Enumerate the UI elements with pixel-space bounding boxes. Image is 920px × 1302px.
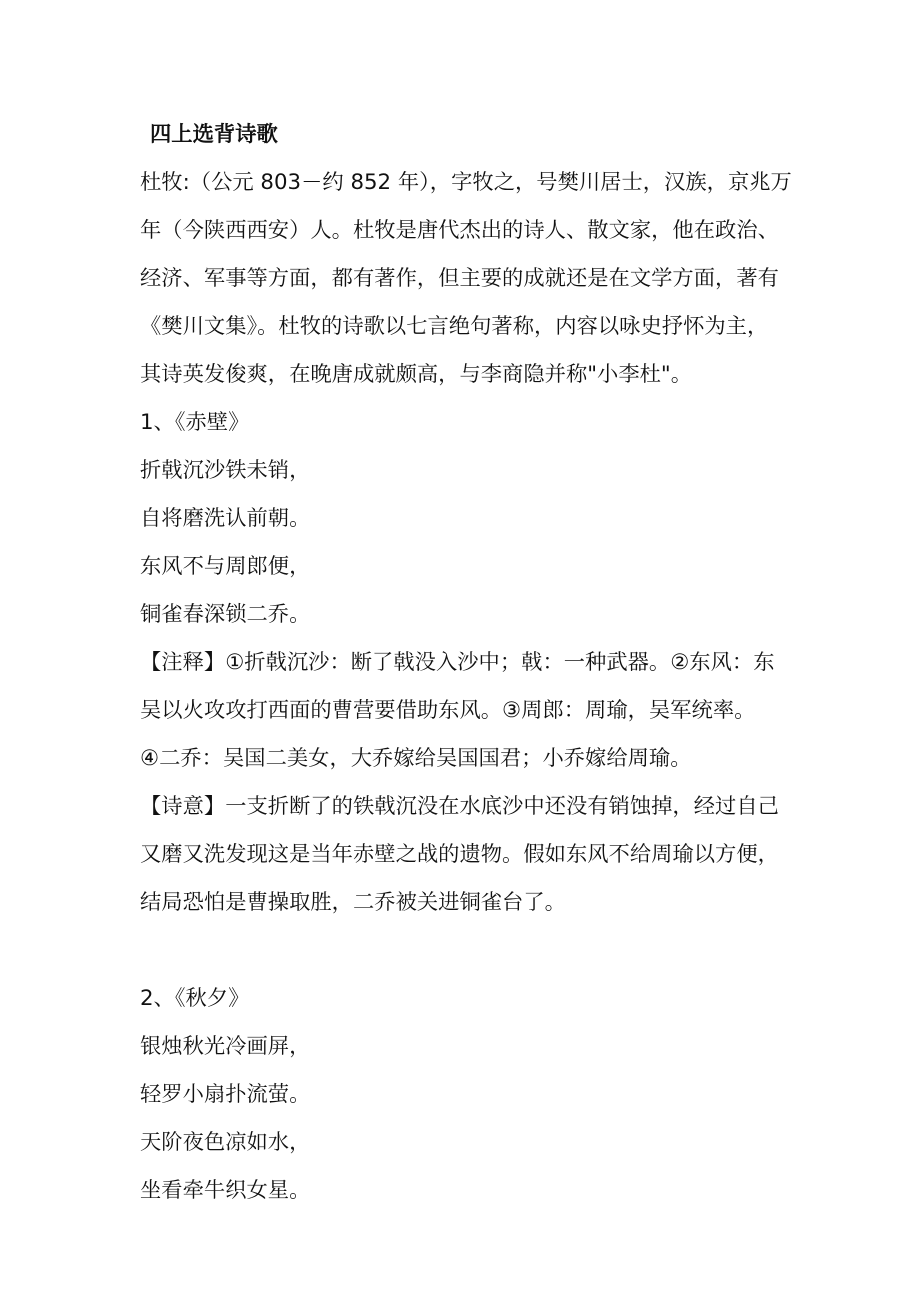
notes-line: 吴以火攻攻打西面的曹营要借助东风。③周郎：周瑜，吴军统率。: [140, 698, 756, 723]
poem-line: 自将磨洗认前朝。: [140, 506, 311, 531]
poem-heading: 2、《秋夕》: [140, 986, 250, 1011]
poem-heading: 1、《赤壁》: [140, 410, 250, 435]
intro-line: 其诗英发俊爽，在晚唐成就颇高，与李商隐并称"小李杜"。: [140, 362, 693, 387]
notes-line: 【注释】①折戟沉沙：断了戟没入沙中；戟：一种武器。②东风：东: [140, 650, 775, 675]
intro-line: 年（今陕西西安）人。杜牧是唐代杰出的诗人、散文家，他在政治、: [140, 218, 779, 243]
poem-qiuxi: [140, 975, 800, 1215]
notes-line: ④二乔：吴国二美女，大乔嫁给吴国国君；小乔嫁给周瑜。: [140, 746, 692, 771]
meaning-line: 又磨又洗发现这是当年赤壁之战的遗物。假如东风不给周瑜以方便，: [140, 842, 779, 867]
document-page: [140, 111, 800, 1215]
author-intro: [140, 159, 800, 399]
poem-line: 银烛秋光冷画屏，: [140, 1034, 311, 1059]
poem-line: 折戟沉沙铁未销，: [140, 458, 311, 483]
meaning-line: 结局恐怕是曹操取胜，二乔被关进铜雀台了。: [140, 890, 566, 915]
poem-line: 轻罗小扇扑流萤。: [140, 1082, 311, 1107]
blank-line: [140, 927, 800, 975]
poem-line: 坐看牵牛织女星。: [140, 1178, 311, 1203]
poem-line: 天阶夜色凉如水，: [140, 1130, 311, 1155]
document-title: 四上选背诗歌: [150, 122, 278, 147]
intro-line: 经济、军事等方面，都有著作，但主要的成就还是在文学方面，著有: [140, 266, 779, 291]
poem-chibi: [140, 399, 800, 927]
poem-line: 铜雀春深锁二乔。: [140, 602, 311, 627]
poem-line: 东风不与周郎便，: [140, 554, 311, 579]
meaning-line: 【诗意】一支折断了的铁戟沉没在水底沙中还没有销蚀掉，经过自己: [140, 794, 779, 819]
intro-line: 《樊川文集》。杜牧的诗歌以七言绝句著称，内容以咏史抒怀为主，: [140, 314, 769, 339]
intro-line: 杜牧:（公元 803－约 852 年），字牧之，号樊川居士，汉族，京兆万: [140, 170, 792, 195]
